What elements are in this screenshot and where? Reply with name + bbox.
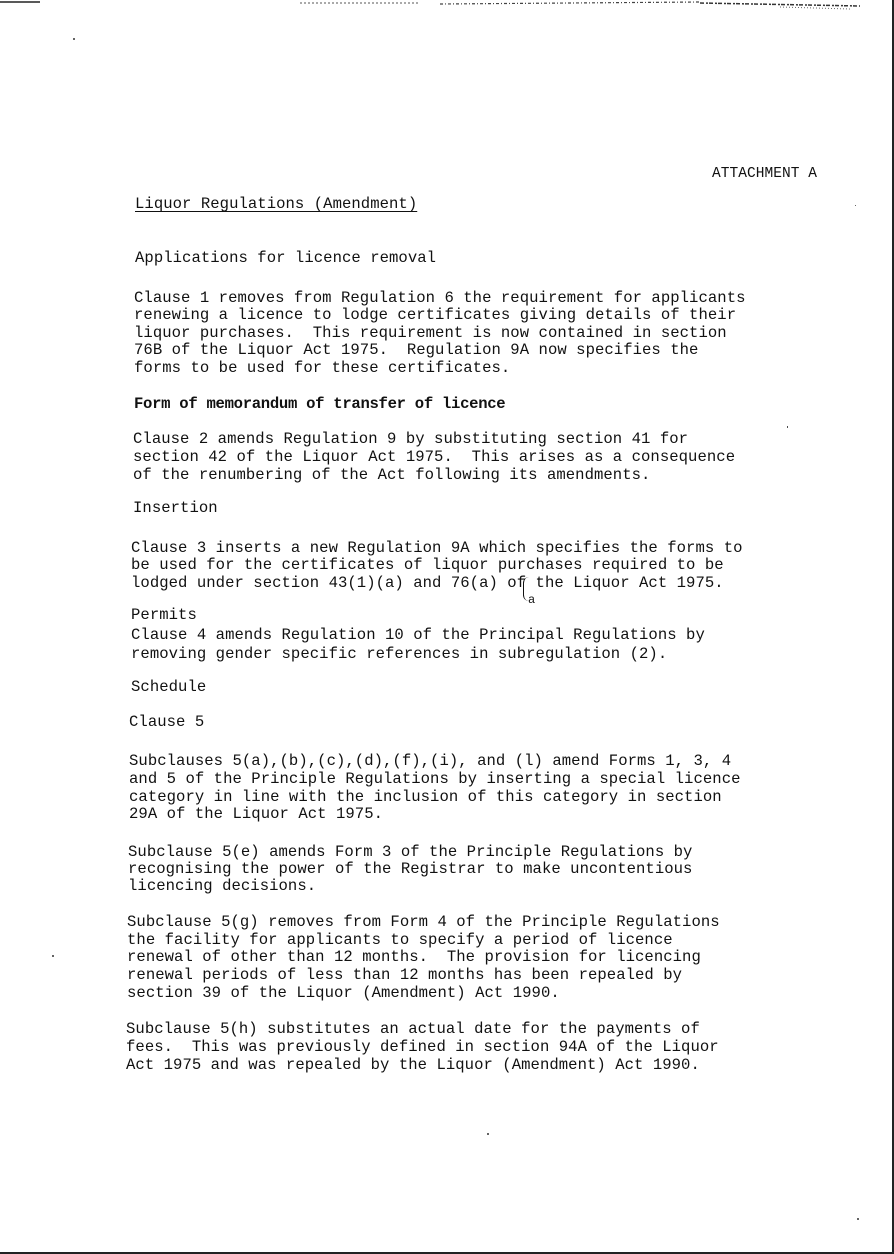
paragraph-line: lodged under section 43(1)(a) and 76(a) of the Liquor Act 1975. [131,574,724,592]
paragraph-line: recognising the power of the Registrar to make uncontentious [128,860,693,878]
paragraph-line: Clause 1 removes from Regulation 6 the requirement for applicants [134,289,746,307]
scan-speck [52,955,54,957]
document-title: Liquor Regulations (Amendment) [135,195,418,213]
paragraph-line: Subclauses 5(a),(b),(c),(d),(f),(i), and (l) amend Forms 1, 3, 4 [129,752,732,770]
paragraph-line: renewal of other than 12 months. The provision for licencing [127,948,701,966]
paragraph-line: renewal periods of less than 12 months has been repealed by [127,966,683,984]
scan-speck [857,1218,859,1220]
section-heading: Form of memorandum of transfer of licence [134,395,506,413]
paragraph-line: removing gender specific references in subregulation (2). [131,645,668,663]
paragraph-line: section 39 of the Liquor (Amendment) Act 1990. [127,984,560,1002]
paragraph-line: fees. This was previously defined in section 94A of the Liquor [126,1038,719,1056]
scan-speck [73,38,75,40]
paragraph-line: Subclause 5(g) removes from Form 4 of the Principle Regulations [127,913,720,931]
scan-speck [487,1133,489,1135]
scan-speck [855,205,856,206]
scan-noise-top [0,0,894,10]
section-heading: Insertion [133,499,218,517]
section-heading: Clause 5 [129,713,205,731]
paragraph-line: and 5 of the Principle Regulations by inserting a special licence [129,770,741,788]
attachment-label: ATTACHMENT A [712,166,818,182]
paragraph-line: Subclause 5(h) substitutes an actual date for the payments of [126,1020,700,1038]
paragraph-line: Act 1975 and was repealed by the Liquor (Amendment) Act 1990. [126,1056,700,1074]
paragraph-line: Clause 2 amends Regulation 9 by substituting section 41 for [133,430,689,448]
paragraph-line: Subclause 5(e) amends Form 3 of the Principle Regulations by [128,843,693,861]
paragraph-line: liquor purchases. This requirement is now contained in section [134,324,727,342]
paragraph-line: renewing a licence to lodge certificates giving details of their [134,306,737,324]
section-heading: Schedule [131,678,207,696]
paragraph-line: 29A of the Liquor Act 1975. [129,805,384,823]
paragraph-line: Clause 4 amends Regulation 10 of the Principal Regulations by [131,626,705,644]
paragraph-line: Clause 3 inserts a new Regulation 9A which specifies the forms to [131,539,743,557]
paragraph-line: section 42 of the Liquor Act 1975. This arises as a consequence [133,448,736,466]
paragraph-line: 76B of the Liquor Act 1975. Regulation 9A now specifies the [134,341,699,359]
section-heading: Applications for licence removal [135,249,437,267]
paragraph-line: category in line with the inclusion of this category in section [129,788,722,806]
paragraph-line: licencing decisions. [128,877,317,895]
paragraph-line: the facility for applicants to specify a period of licence [127,931,673,949]
scan-speck [787,426,788,428]
paragraph-line: be used for the certificates of liquor purchases required to be [131,556,724,574]
paragraph-line: of the renumbering of the Act following its amendments. [133,466,651,484]
section-heading: Permits [131,606,197,624]
paragraph-line: forms to be used for these certificates. [134,359,511,377]
handwritten-margin-note: a [528,593,536,607]
